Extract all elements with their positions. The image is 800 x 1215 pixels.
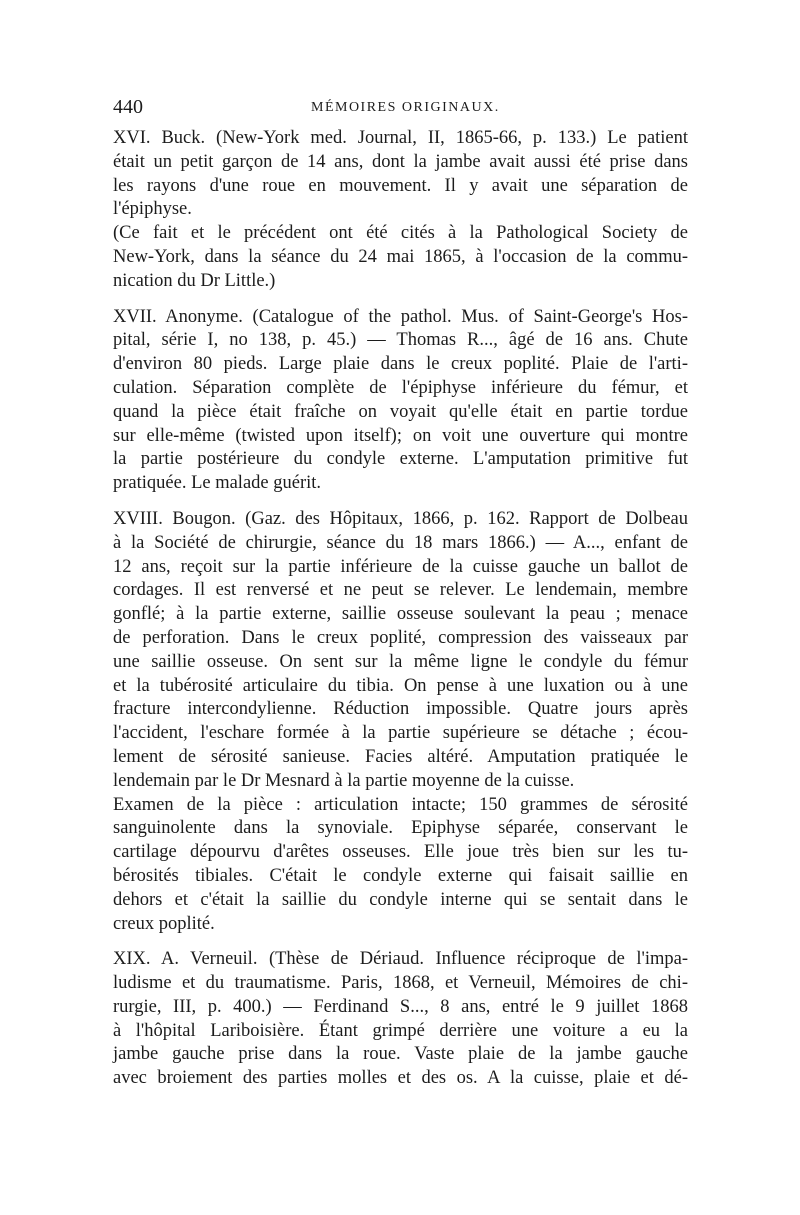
text-line: pital, série I, no 138, p. 45.) — Thomas R..., âgé de 16 ans. Chute (113, 330, 688, 351)
paragraph-xviii (113, 508, 688, 794)
text-line: lendemain par le Dr Mesnard à la partie moyenne de la cuisse. (113, 770, 575, 791)
text-line: jambe gauche prise dans la roue. Vaste plaie de la jambe gauche (113, 1044, 688, 1065)
text-line: culation. Séparation complète de l'épiphyse inférieure du fémur, et (113, 377, 688, 398)
text-line: les rayons d'une roue en mouvement. Il y avait une séparation de (113, 175, 688, 196)
paragraph-xviii-exam (113, 794, 688, 937)
paragraph-xvi (113, 127, 688, 222)
text-line: était un petit garçon de 14 ans, dont la jambe avait aussi été prise dans (113, 151, 688, 172)
text-line: cordages. Il est renversé et ne peut se relever. Le lendemain, membre (113, 580, 688, 601)
text-line: à l'hôpital Lariboisière. Étant grimpé derrière une voiture a eu la (113, 1020, 688, 1041)
text-line: de perforation. Dans le creux poplité, compression des vaisseaux par (113, 627, 688, 648)
text-line: sanguinolente dans la synoviale. Epiphyse séparée, conservant le (113, 818, 688, 839)
running-title: MÉMOIRES ORIGINAUX. (311, 100, 500, 115)
text-line: XVII. Anonyme. (Catalogue of the pathol. Mus. of Saint-George's Hos- (113, 306, 688, 327)
text-line: fracture intercondylienne. Réduction impossible. Quatre jours après (113, 699, 688, 720)
text-line: l'accident, l'eschare formée à la partie supérieure se détache ; écou- (113, 723, 688, 744)
text-line: ludisme et du traumatisme. Paris, 1868, et Verneuil, Mémoires de chi- (113, 973, 688, 994)
text-line: quand la pièce était fraîche on voyait qu'elle était en partie tordue (113, 401, 688, 422)
text-line: bérosités tibiales. C'était le condyle externe qui faisait saillie en (113, 865, 688, 886)
text-line: 12 ans, reçoit sur la partie inférieure de la cuisse gauche un ballot de (113, 556, 688, 577)
paragraph-xvii (113, 306, 688, 496)
text-line: une saillie osseuse. On sent sur la même ligne le condyle du fémur (113, 651, 688, 672)
text-line: New-York, dans la séance du 24 mai 1865, à l'occasion de la commu- (113, 246, 688, 267)
text-line: et la tubérosité articulaire du tibia. On pense à une luxation ou à une (113, 675, 688, 696)
page-header (113, 96, 688, 120)
text-line: à la Société de chirurgie, séance du 18 mars 1866.) — A..., enfant de (113, 532, 688, 553)
text-line: XVIII. Bougon. (Gaz. des Hôpitaux, 1866, p. 162. Rapport de Dolbeau (113, 508, 688, 529)
text-line: lement de sérosité sanieuse. Facies altéré. Amputation pratiquée le (113, 746, 688, 767)
text-line: d'environ 80 pieds. Large plaie dans le creux poplité. Plaie de l'arti- (113, 354, 688, 375)
text-line: l'épiphyse. (113, 199, 192, 220)
text-line: (Ce fait et le précédent ont été cités à la Pathological Society de (113, 223, 688, 244)
page-body (113, 127, 688, 1091)
text-line: dehors et c'était la saillie du condyle interne qui se sentait dans le (113, 889, 688, 910)
text-line: sur elle-même (twisted upon itself); on voit une ouverture qui montre (113, 425, 688, 446)
text-line: XIX. A. Verneuil. (Thèse de Dériaud. Influence réciproque de l'impa- (113, 949, 688, 970)
text-line: gonflé; à la partie externe, saillie osseuse soulevant la peau ; menace (113, 604, 688, 625)
text-line: XVI. Buck. (New-York med. Journal, II, 1865-66, p. 133.) Le patient (113, 128, 688, 148)
paragraph-xvi-note (113, 222, 688, 293)
text-line: rurgie, III, p. 400.) — Ferdinand S..., 8 ans, entré le 9 juillet 1868 (113, 996, 688, 1017)
text-line: nication du Dr Little.) (113, 270, 276, 291)
paragraph-xix (113, 948, 688, 1091)
text-line: creux poplité. (113, 913, 215, 934)
text-line: pratiquée. Le malade guérit. (113, 473, 322, 494)
text-line: la partie postérieure du condyle externe. L'amputation primitive fut (113, 449, 688, 470)
text-line: cartilage dépourvu d'arêtes osseuses. Elle joue très bien sur les tu- (113, 842, 688, 863)
text-line: Examen de la pièce : articulation intacte; 150 grammes de sérosité (113, 794, 688, 815)
page-number: 440 (113, 96, 143, 118)
text-line: avec broiement des parties molles et des os. A la cuisse, plaie et dé- (113, 1068, 688, 1089)
